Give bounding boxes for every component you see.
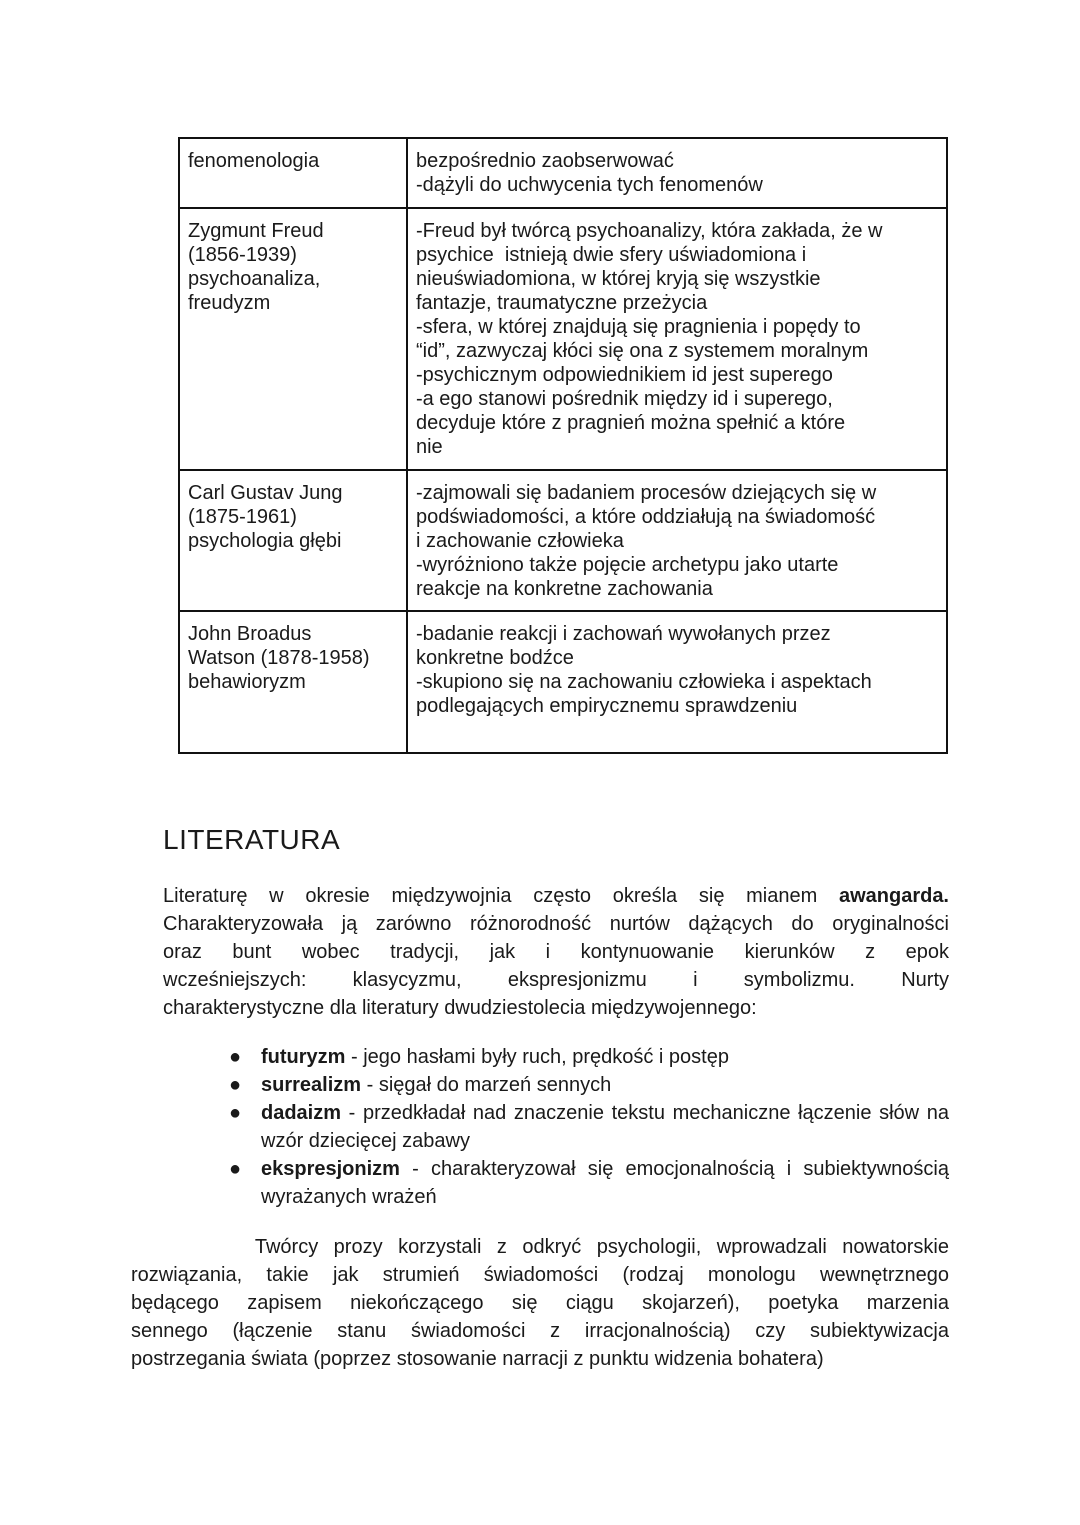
paragraph-line: będącego zapisem niekończącego się ciągu skojarzeń), poetyka marzenia <box>131 1292 949 1314</box>
paragraph-line: oraz bunt wobec tradycji, jak i kontynuowanie kierunków z epok <box>163 941 949 963</box>
list-item <box>225 1155 949 1211</box>
prose-paragraph <box>131 1233 949 1373</box>
cell-line: -psychicznym odpowiednikiem id jest superego <box>415 364 833 386</box>
cell-line: -Freud był twórcą psychoanalizy, która zakłada, że w <box>415 220 883 242</box>
cell-line: -zajmowali się badaniem procesów dziejących się w <box>415 482 877 504</box>
movement-description: - jego hasłami były ruch, prędkość i postęp <box>345 1046 729 1068</box>
paragraph-line: charakterystyczne dla literatury dwudziestolecia międzywojennego: <box>163 997 757 1019</box>
cell-line: Carl Gustav Jung <box>188 482 343 504</box>
table-cell-description <box>407 138 947 208</box>
movement-term: ekspresjonizm <box>261 1158 400 1180</box>
cell-line: psychologia głębi <box>188 530 342 552</box>
cell-line: Zygmunt Freud <box>188 220 324 242</box>
movement-term: surrealizm <box>261 1074 362 1096</box>
table-cell-term <box>179 470 407 611</box>
cell-line: freudyzm <box>188 292 271 314</box>
cell-line: psychoanaliza, <box>188 268 321 290</box>
list-item <box>225 1071 949 1099</box>
bullet-icon: ● <box>228 1074 242 1096</box>
cell-line: reakcje na konkretne zachowania <box>415 578 713 600</box>
movement-term: futuryzm <box>261 1046 346 1068</box>
cell-line: behawioryzm <box>188 671 306 693</box>
cell-line: -skupiono się na zachowaniu człowieka i aspektach <box>415 671 872 693</box>
paragraph-line: postrzegania świata (poprzez stosowanie narracji z punktu widzenia bohatera) <box>131 1348 824 1370</box>
table-cell-term <box>179 208 407 470</box>
bullet-icon: ● <box>228 1102 242 1124</box>
movement-description: - charakteryzował się emocjonalnością i subiektywnością wyrażanych wrażeń <box>261 1158 949 1208</box>
cell-line: fantazje, traumatyczne przeżycia <box>415 292 708 314</box>
cell-line: konkretne bodźce <box>415 647 574 669</box>
movement-description: - przedkładał nad znaczenie tekstu mechaniczne łączenie słów na wzór dziecięcej zabawy <box>261 1102 949 1152</box>
intro-bold-term: awangarda. <box>838 885 949 907</box>
cell-line: John Broadus <box>188 623 312 645</box>
cell-line: nie <box>415 436 443 458</box>
bullet-icon: ● <box>228 1046 242 1068</box>
table-cell-term <box>179 138 407 208</box>
cell-line: nieuświadomiona, w której kryją się wszystkie <box>415 268 821 290</box>
cell-line: decyduje które z pragnień można spełnić a które <box>415 412 846 434</box>
paragraph-line: Twórcy prozy korzystali z odkryć psychologii, wprowadzali nowatorskie <box>131 1236 950 1258</box>
cell-line: podświadomości, a które oddziałują na świadomość <box>415 506 876 528</box>
cell-line: Watson (1878-1958) <box>188 647 370 669</box>
paragraph-line: rozwiązania, takie jak strumień świadomości (rodzaj monologu wewnętrznego <box>131 1264 949 1286</box>
list-item <box>225 1043 949 1071</box>
cell-line: (1875-1961) <box>188 506 297 528</box>
cell-line: -a ego stanowi pośrednik między id i superego, <box>415 388 833 410</box>
table-cell-description <box>407 470 947 611</box>
movements-list <box>225 1043 949 1211</box>
movement-description: - sięgał do marzeń sennych <box>361 1074 612 1096</box>
intro-paragraph <box>163 882 949 1022</box>
paragraph-line: Charakteryzowała ją zarówno różnorodność nurtów dążących do oryginalności <box>163 913 949 935</box>
table-cell-description <box>407 611 947 753</box>
table-row <box>179 611 947 753</box>
cell-line: -sfera, w której znajdują się pragnienia i popędy to <box>415 316 861 338</box>
paragraph-line <box>163 882 949 910</box>
cell-line: bezpośrednio zaobserwować <box>415 150 674 172</box>
table-row <box>179 470 947 611</box>
table-row <box>179 138 947 208</box>
table-row <box>179 208 947 470</box>
cell-line: psychice istnieją dwie sfery uświadomiona i <box>415 244 807 266</box>
movement-term: dadaizm <box>261 1102 342 1124</box>
cell-line: fenomenologia <box>188 150 320 172</box>
list-item <box>225 1099 949 1155</box>
cell-line: -dążyli do uchwycenia tych fenomenów <box>415 174 763 196</box>
section-heading: LITERATURA <box>163 824 341 855</box>
intro-text: Literaturę w okresie międzywojnia często określa się mianem <box>163 885 839 907</box>
philosophy-table <box>178 137 948 754</box>
cell-line: i zachowanie człowieka <box>415 530 624 552</box>
bullet-icon: ● <box>228 1158 242 1180</box>
cell-line: -wyróżniono także pojęcie archetypu jako utarte <box>415 554 839 576</box>
cell-line: (1856-1939) <box>188 244 297 266</box>
table-cell-description <box>407 208 947 470</box>
cell-line: “id”, zazwyczaj kłóci się ona z systemem moralnym <box>415 340 869 362</box>
paragraph-line: wcześniejszych: klasycyzmu, ekspresjonizmu i symbolizmu. Nurty <box>163 969 949 991</box>
table-cell-term <box>179 611 407 753</box>
cell-line: podlegających empirycznemu sprawdzeniu <box>415 695 798 717</box>
paragraph-line: sennego (łączenie stanu świadomości z irracjonalnością) czy subiektywizacja <box>131 1320 949 1342</box>
cell-line: -badanie reakcji i zachowań wywołanych przez <box>415 623 831 645</box>
